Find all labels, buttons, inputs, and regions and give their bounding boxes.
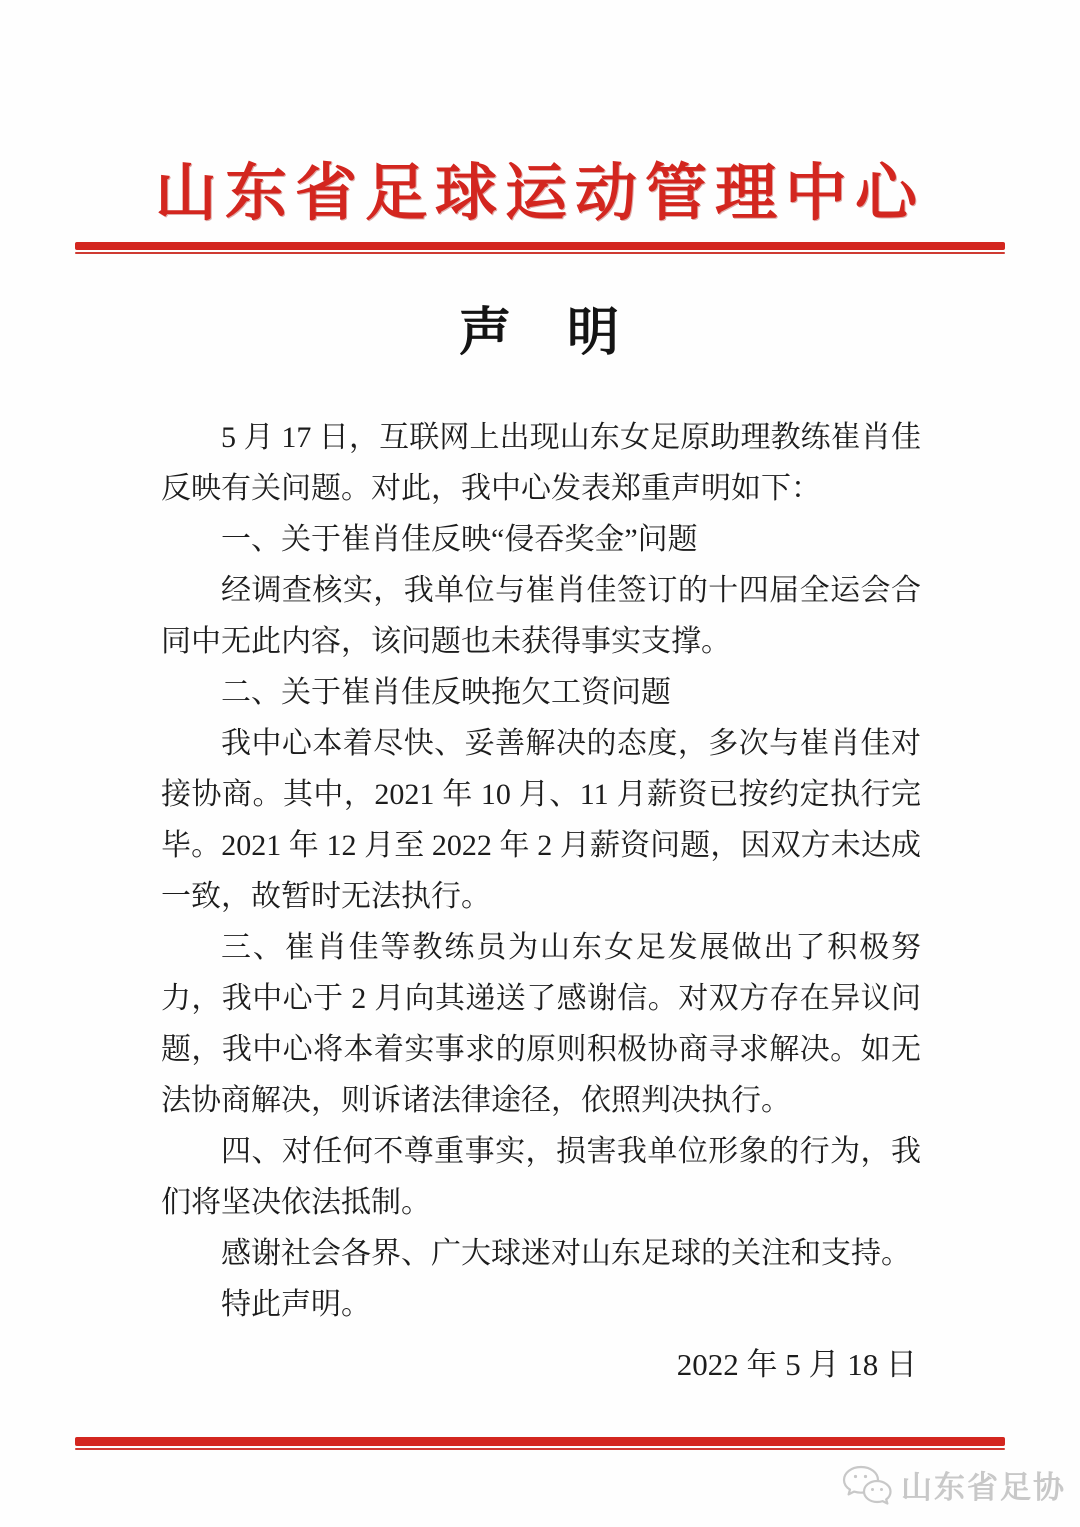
paragraph: 四、对任何不尊重事实，损害我单位形象的行为，我们将坚决依法抵制。 bbox=[161, 1135, 921, 1219]
watermark-label: 山东省足协 bbox=[901, 1470, 1066, 1505]
paragraph: 一、关于崔肖佳反映“侵吞奖金”问题 bbox=[221, 523, 698, 556]
paragraph-list bbox=[161, 412, 921, 1330]
paragraph: 二、关于崔肖佳反映拖欠工资问题 bbox=[221, 676, 671, 709]
footer-rule bbox=[75, 1437, 1005, 1450]
footer-rule-thin bbox=[75, 1448, 1005, 1450]
wechat-icon bbox=[841, 1465, 893, 1505]
paragraph: 感谢社会各界、广大球迷对山东足球的关注和支持。 bbox=[221, 1237, 911, 1270]
paragraph: 5 月 17 日，互联网上出现山东女足原助理教练崔肖佳反映有关问题。对此，我中心发表郑重声明如下： bbox=[161, 421, 921, 505]
header-rule-thick bbox=[75, 242, 1005, 250]
letterhead-title: 山东省足球运动管理中心 bbox=[154, 160, 925, 228]
document-title: 声 明 bbox=[458, 305, 621, 362]
paragraph: 三、崔肖佳等教练员为山东女足发展做出了积极努力，我中心于 2 月向其递送了感谢信。对双方存在异议问题，我中心将本着实事求的原则积极协商寻求解决。如无法协商解决，则诉诸法律途径，依照判决执行。 bbox=[161, 931, 921, 1117]
paragraph: 经调查核实，我单位与崔肖佳签订的十四届全运会合同中无此内容，该问题也未获得事实支撑。 bbox=[161, 574, 921, 658]
header-rule bbox=[75, 242, 1005, 254]
document-body bbox=[161, 412, 921, 1390]
date-line: 2022 年 5 月 18 日 bbox=[676, 1347, 917, 1382]
paragraph: 我中心本着尽快、妥善解决的态度，多次与崔肖佳对接协商。其中，2021 年 10 月、11 月薪资已按约定执行完毕。2021 年 12 月至 2022 年 2 月薪资问题，因双方未达成一致，故暂时无法执行。 bbox=[161, 727, 921, 913]
footer-rule-thick bbox=[75, 1437, 1005, 1446]
paragraph: 特此声明。 bbox=[221, 1288, 371, 1321]
watermark bbox=[841, 1462, 1066, 1507]
header-rule-thin bbox=[75, 252, 1005, 254]
